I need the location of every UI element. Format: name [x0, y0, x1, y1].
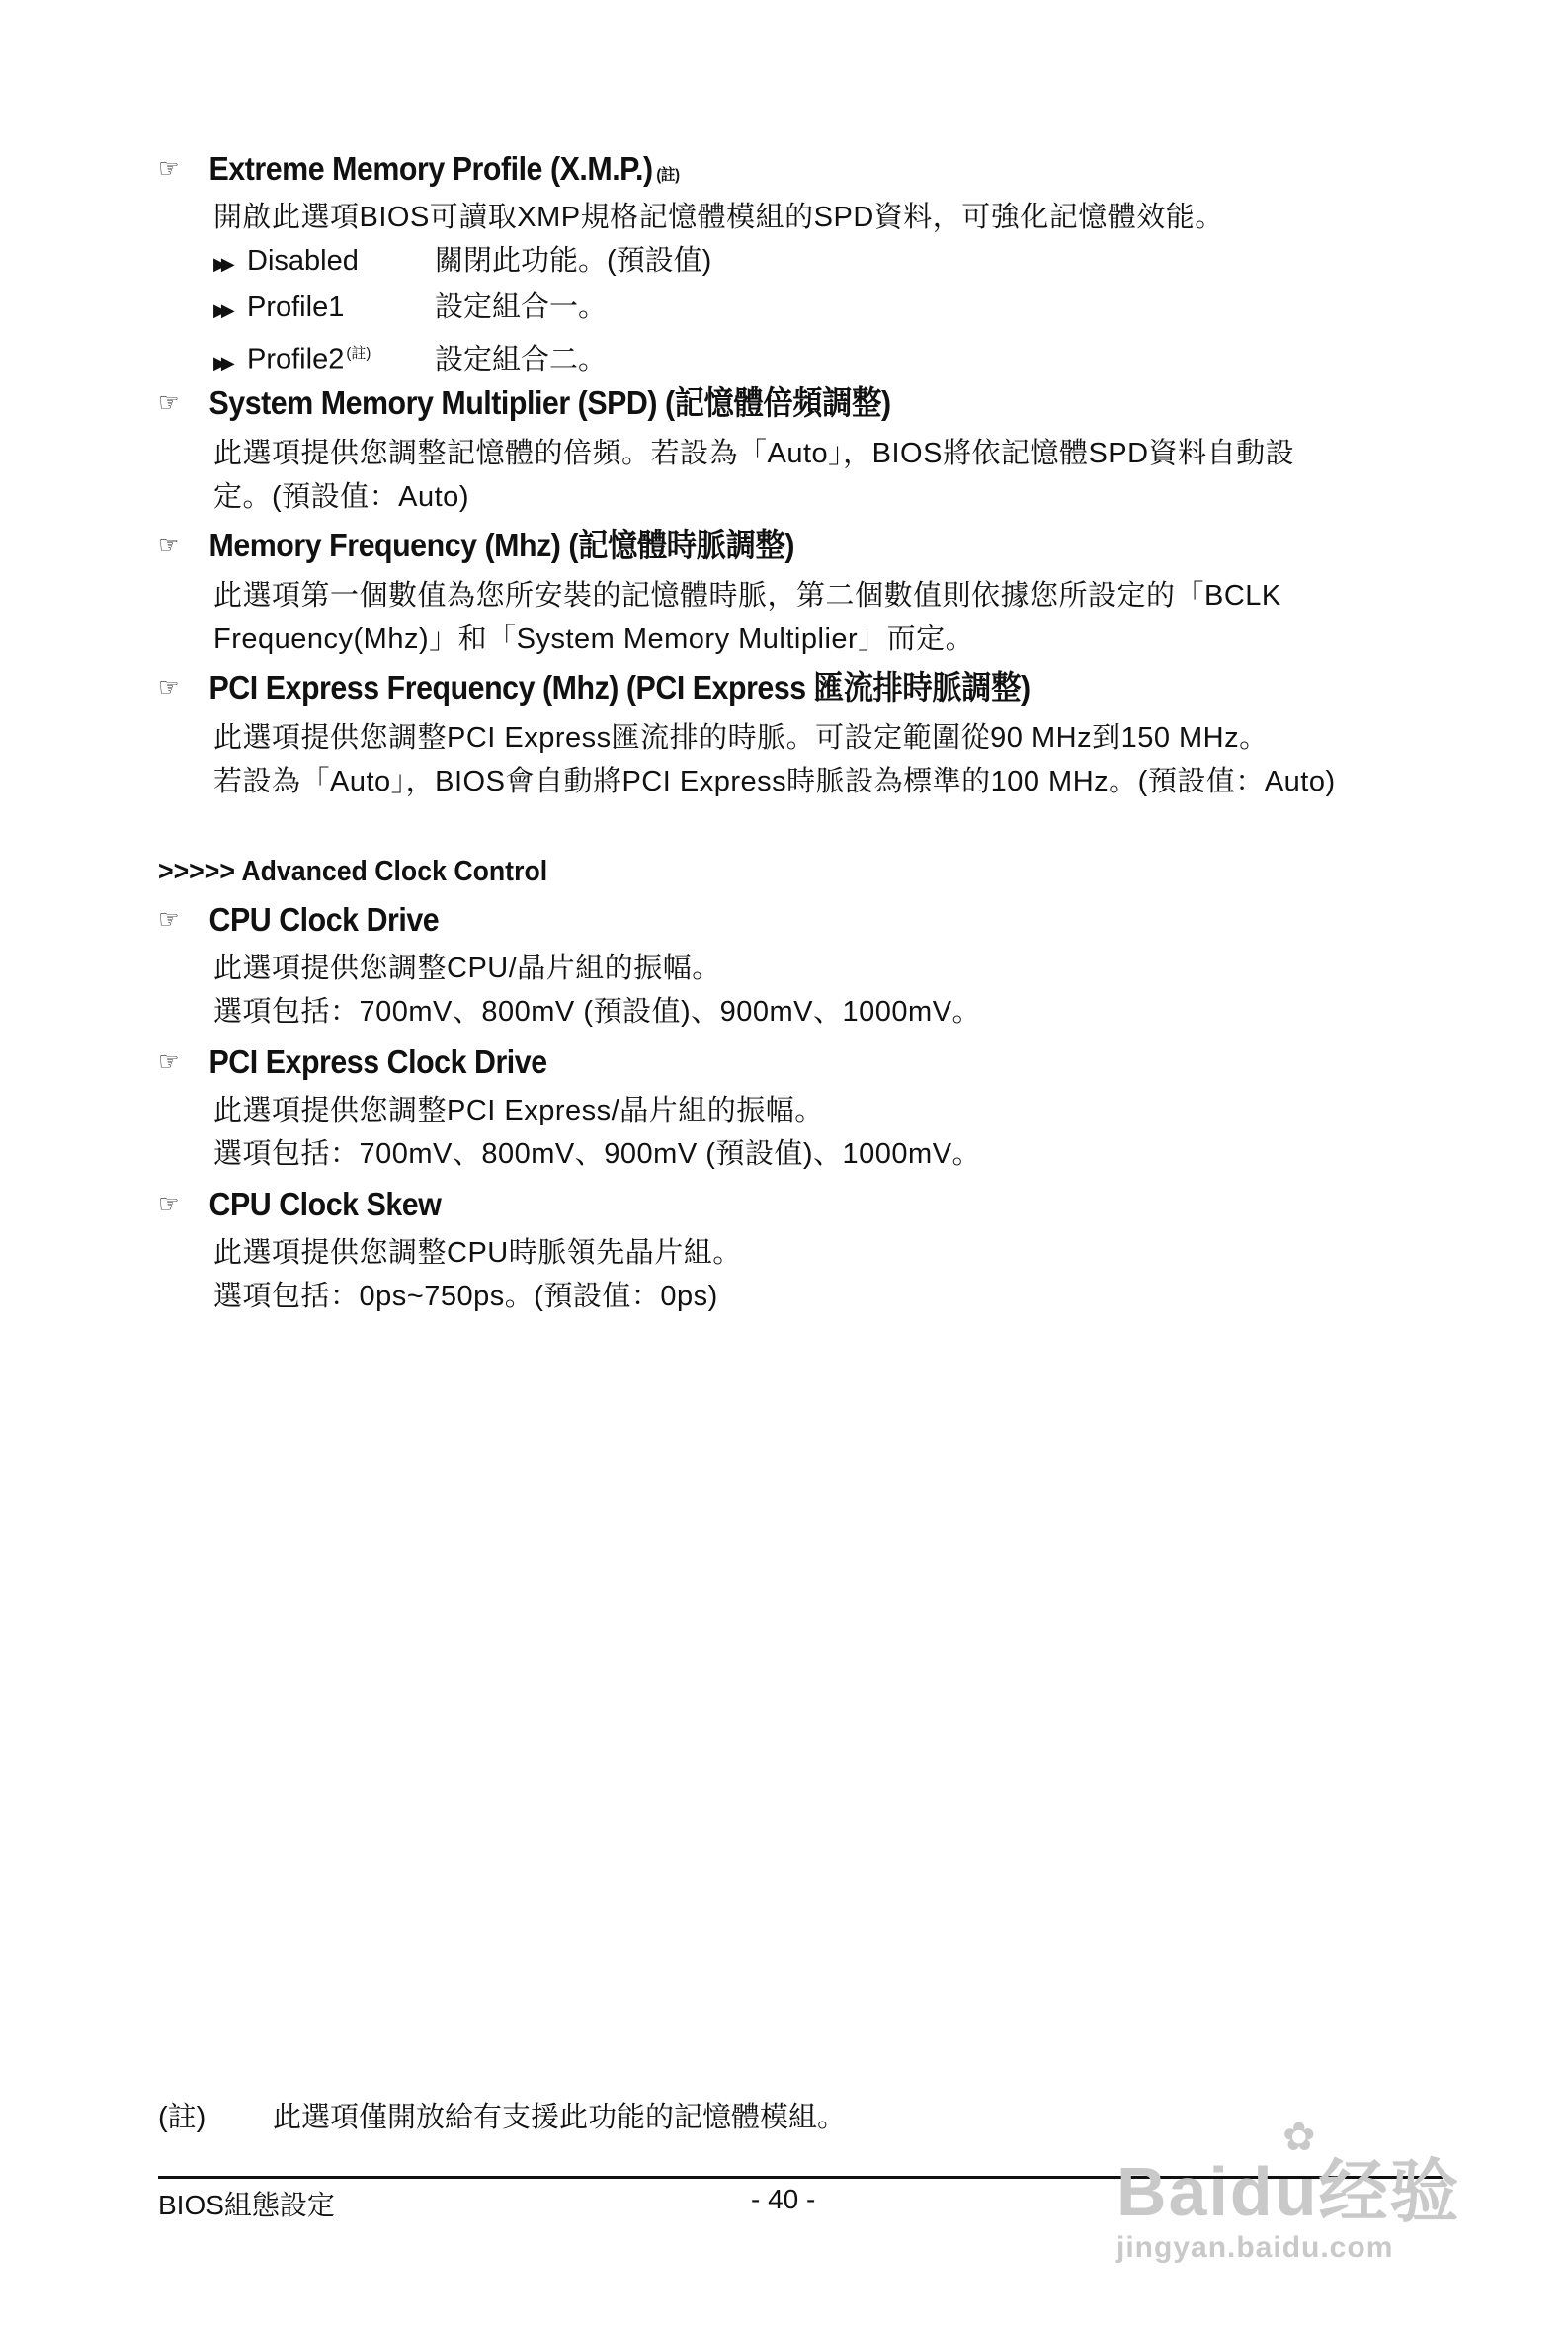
memory-frequency-description — [213, 574, 1443, 661]
watermark-url: jingyan.baidu.com — [1116, 2231, 1394, 2264]
cpu-clock-skew-description — [213, 1231, 1443, 1318]
description-line: Frequency(Mhz)」和「System Memory Multiplier」而定。 — [213, 624, 975, 655]
cpu-clock-skew-item — [158, 1186, 1443, 1318]
watermark-logo-text: Baidu经验 — [1116, 2153, 1461, 2230]
pcie-clock-drive-title: PCI Express Clock Drive — [208, 1043, 547, 1080]
pcie-clock-drive-item — [158, 1043, 1443, 1176]
footnote — [158, 2095, 846, 2135]
memory-frequency-heading — [158, 520, 1340, 566]
footer-chapter-title: BIOS組態設定 — [158, 2190, 335, 2220]
description-line: 選項包括：0ps~750ps。(預設值：0ps) — [213, 1281, 718, 1312]
option-note-mark: (註) — [346, 345, 371, 362]
description-line: 此選項提供您調整記憶體的倍頻。若設為「Auto」，BIOS將依記憶體SPD資料自動設 — [213, 438, 1295, 469]
double-arrow-icon: ▶▶ — [213, 300, 229, 320]
pointing-hand-icon: ☞ — [158, 153, 179, 183]
cpu-clock-skew-title: CPU Clock Skew — [208, 1186, 442, 1222]
description-line: 定。(預設值：Auto) — [213, 481, 469, 513]
memory-multiplier-heading — [158, 377, 1340, 424]
cpu-clock-skew-heading — [158, 1186, 1340, 1223]
xmp-heading — [158, 150, 1340, 188]
description-line: 此選項提供您調整PCI Express/晶片組的振幅。 — [213, 1095, 824, 1126]
option-name-text: Profile2 — [247, 343, 345, 375]
cpu-clock-drive-description — [213, 947, 1443, 1034]
pcie-frequency-description — [213, 716, 1443, 803]
memory-frequency-title: Memory Frequency (Mhz) (記憶體時脈調整) — [208, 527, 795, 563]
description-line: 此選項第一個數值為您所安裝的記憶體時脈，第二個數值則依據您所設定的「BCLK — [213, 580, 1281, 612]
option-name: Disabled — [247, 245, 359, 277]
pointing-hand-icon: ☞ — [158, 1046, 179, 1076]
option-name — [247, 332, 435, 381]
option-profile2 — [213, 332, 1443, 384]
memory-multiplier-title: System Memory Multiplier (SPD) (記憶體倍頻調整) — [208, 384, 891, 421]
pcie-frequency-item — [158, 662, 1443, 803]
description-line: 選項包括：700mV、800mV、900mV (預設值)、1000mV。 — [213, 1138, 982, 1170]
option-desc: 設定組合二。 — [435, 343, 608, 375]
description-line: 若設為「Auto」，BIOS會自動將PCI Express時脈設為標準的100 MHz。(預設值：Auto) — [213, 766, 1336, 797]
xmp-description: 開啟此選項BIOS可讀取XMP規格記憶體模組的SPD資料，可強化記憶體效能。 — [213, 202, 1224, 233]
option-desc: 關閉此功能。(預設值) — [435, 245, 712, 277]
xmp-title: Extreme Memory Profile (X.M.P.) — [208, 150, 653, 187]
pointing-hand-icon: ☞ — [158, 672, 179, 702]
pcie-frequency-title: PCI Express Frequency (Mhz) (PCI Express 匯流排時脈調整) — [208, 669, 1031, 706]
memory-multiplier-item — [158, 377, 1443, 519]
description-line: 此選項提供您調整PCI Express匯流排的時脈。可設定範圍從90 MHz到150 MHz。 — [213, 722, 1269, 754]
description-line: 選項包括：700mV、800mV (預設值)、900mV、1000mV。 — [213, 996, 982, 1028]
cpu-clock-drive-item — [158, 901, 1443, 1034]
pcie-frequency-heading — [158, 662, 1340, 708]
double-arrow-icon: ▶▶ — [213, 352, 229, 373]
pcie-clock-drive-description — [213, 1089, 1443, 1176]
double-arrow-icon: ▶▶ — [213, 254, 229, 274]
memory-frequency-item — [158, 520, 1443, 661]
description-line: 此選項提供您調整CPU/晶片組的振幅。 — [213, 953, 721, 984]
option-desc: 設定組合一。 — [435, 291, 608, 323]
paw-icon: ✿ — [1282, 2116, 1316, 2159]
xmp-note-mark: (註) — [656, 167, 680, 184]
option-disabled — [213, 239, 1443, 286]
footnote-text: 此選項僅開放給有支援此功能的記憶體模組。 — [273, 2102, 847, 2133]
option-name: Profile1 — [247, 291, 345, 323]
pointing-hand-icon: ☞ — [158, 530, 179, 559]
option-profile1 — [213, 286, 1443, 332]
cpu-clock-drive-title: CPU Clock Drive — [208, 901, 440, 938]
cpu-clock-drive-heading — [158, 901, 1340, 939]
description-line: 此選項提供您調整CPU時脈領先晶片組。 — [213, 1237, 742, 1269]
pointing-hand-icon: ☞ — [158, 387, 179, 417]
pointing-hand-icon: ☞ — [158, 904, 179, 934]
pcie-clock-drive-heading — [158, 1043, 1340, 1081]
footnote-tag: (註) — [158, 2102, 206, 2133]
memory-multiplier-description — [213, 432, 1443, 519]
advanced-clock-control-title: >>>>> Advanced Clock Control — [158, 856, 548, 887]
xmp-item — [158, 150, 1443, 384]
page-number: - 40 - — [751, 2184, 816, 2214]
baidu-watermark — [1107, 2115, 1502, 2283]
pointing-hand-icon: ☞ — [158, 1189, 179, 1218]
